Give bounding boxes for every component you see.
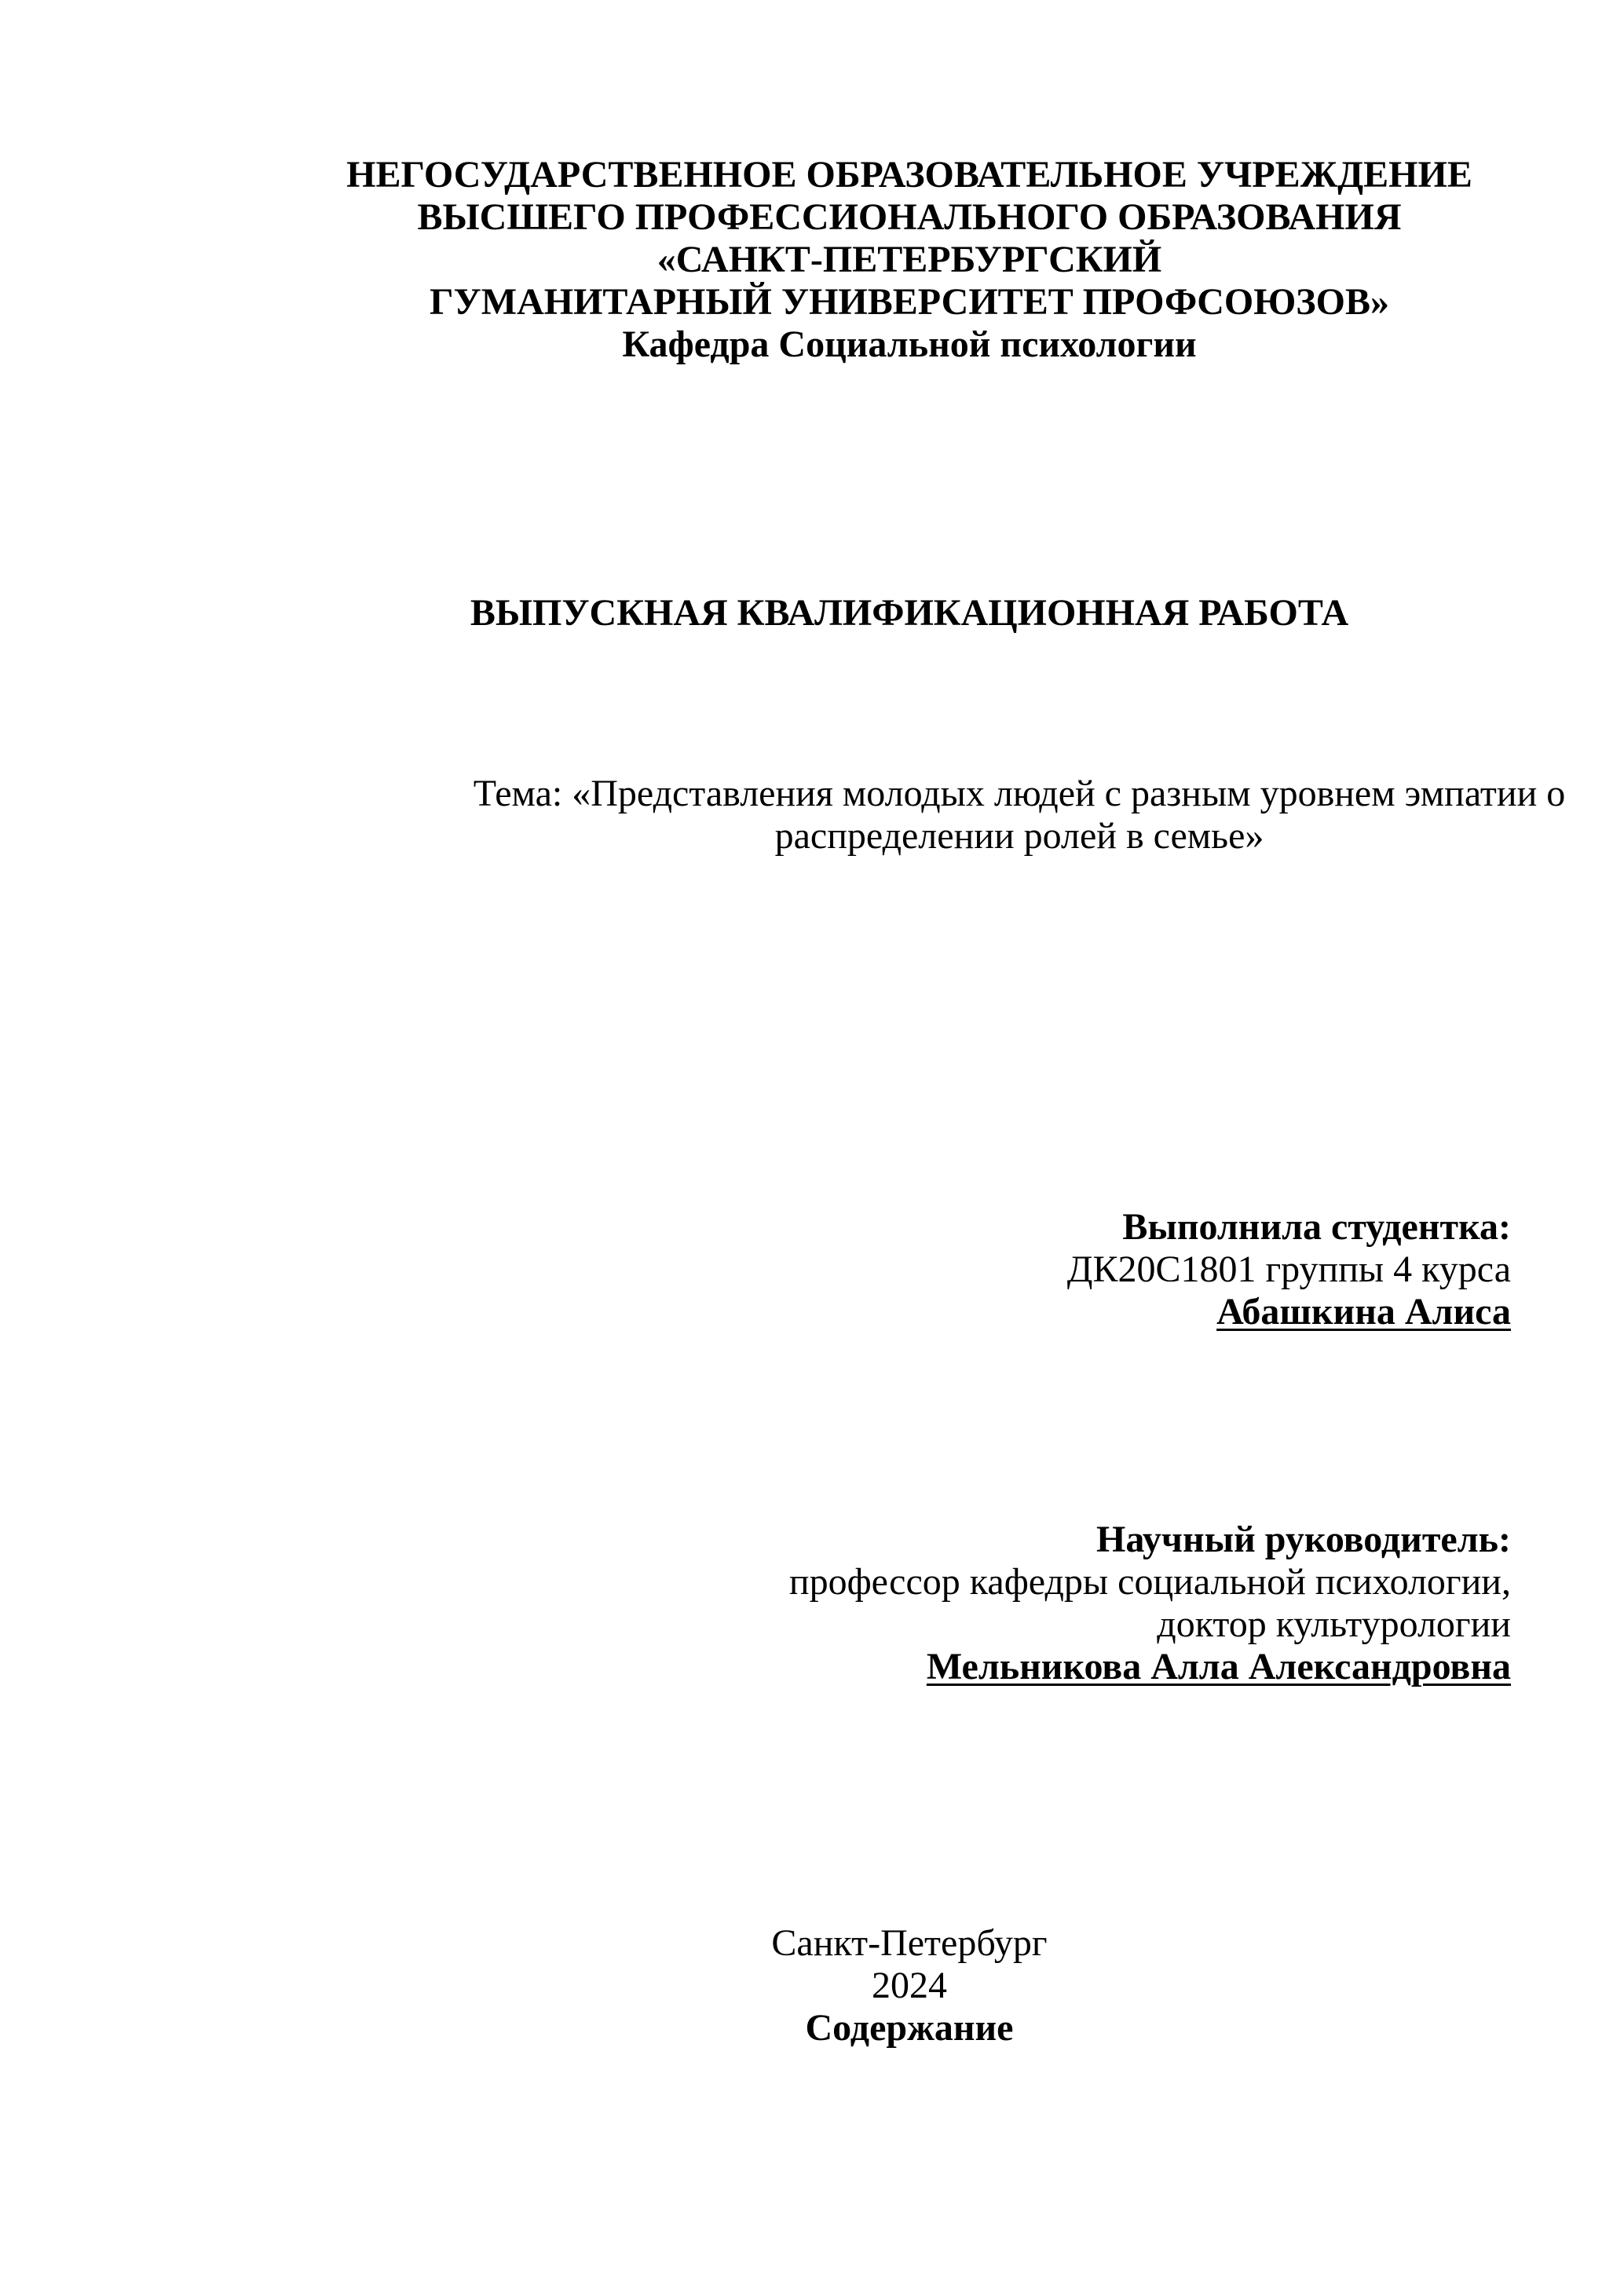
student-label: Выполнила студентка: bbox=[1122, 1206, 1511, 1248]
supervisor-degree: доктор культурологии bbox=[1157, 1603, 1511, 1645]
supervisor-label: Научный руководитель: bbox=[1096, 1519, 1511, 1560]
page-footer bbox=[0, 1922, 1624, 2049]
institution-line-4: ГУМАНИТАРНЫЙ УНИВЕРСИТЕТ ПРОФСОЮЗОВ» bbox=[430, 281, 1389, 323]
institution-header bbox=[0, 154, 1624, 366]
student-group: ДК20С1801 группы 4 курса bbox=[1066, 1249, 1511, 1290]
contents-heading: Содержание bbox=[805, 2007, 1014, 2049]
year: 2024 bbox=[872, 1965, 947, 2006]
supervisor-name: Мельникова Алла Александровна bbox=[926, 1646, 1511, 1687]
student-name: Абашкина Алиса bbox=[1216, 1291, 1511, 1333]
institution-line-3: «САНКТ-ПЕТЕРБУРГСКИЙ bbox=[657, 239, 1162, 280]
thesis-topic bbox=[0, 773, 1624, 857]
supervisor-info bbox=[789, 1519, 1511, 1688]
department-name: Кафедра Социальной психологии bbox=[622, 324, 1197, 365]
topic-line-2: распределении ролей в семье» bbox=[774, 815, 1264, 857]
institution-line-1: НЕГОСУДАРСТВЕННОЕ ОБРАЗОВАТЕЛЬНОЕ УЧРЕЖДЕНИЕ bbox=[346, 154, 1472, 196]
student-info bbox=[1067, 1206, 1511, 1333]
supervisor-position: профессор кафедры социальной психологии, bbox=[788, 1561, 1511, 1603]
institution-line-2: ВЫСШЕГО ПРОФЕССИОНАЛЬНОГО ОБРАЗОВАНИЯ bbox=[417, 196, 1402, 238]
topic-line-1: Тема: «Представления молодых людей с разным уровнем эмпатии о bbox=[473, 773, 1566, 814]
thesis-type-title: ВЫПУСКНАЯ КВАЛИФИКАЦИОННАЯ РАБОТА bbox=[470, 592, 1349, 634]
city: Санкт-Петербург bbox=[771, 1922, 1048, 1964]
thesis-type bbox=[0, 592, 1624, 634]
